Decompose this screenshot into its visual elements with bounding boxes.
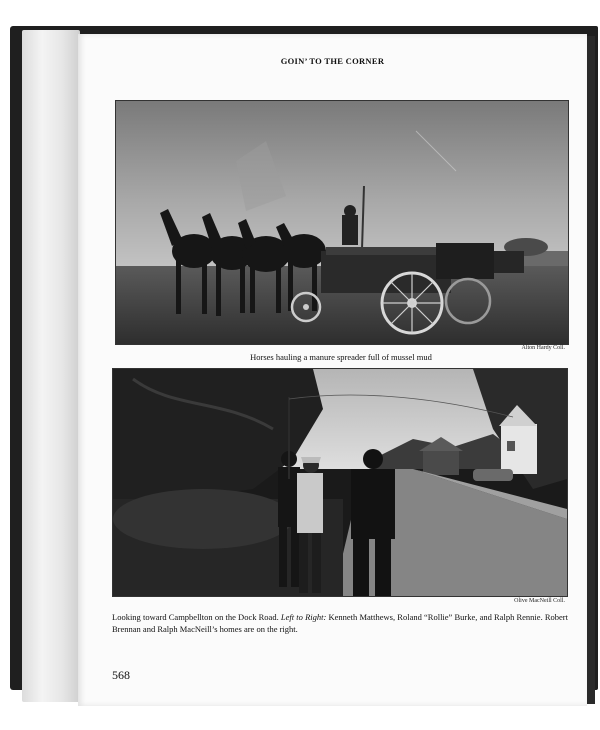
caption-intro: Looking toward Campbellton on the Dock Road. (112, 612, 281, 622)
running-head: GOIN’ TO THE CORNER (280, 56, 385, 66)
photo-dock-road (112, 368, 568, 597)
page-stack-edge (22, 30, 80, 702)
photo-horses-spreader-image (116, 101, 568, 344)
photo-credit: Alton Hardy Coll. (521, 345, 565, 351)
photo-caption (112, 612, 568, 635)
photo-horses-spreader (115, 100, 569, 345)
page-number: 568 (112, 668, 130, 682)
photo-dock-road-image (113, 369, 567, 596)
caption-left-to-right: Left to Right: (280, 612, 327, 622)
photo-credit: Olive MacNeill Coll. (514, 598, 565, 604)
back-cover-edge (587, 36, 595, 704)
photo-caption: Horses hauling a manure spreader full of mussel mud (250, 352, 432, 362)
caption-names: Kenneth Matthews, Roland “Rollie” Burke, and Ralph Rennie. Robert Brennan and Ralph MacNeill’s homes are on the right. (112, 612, 568, 634)
